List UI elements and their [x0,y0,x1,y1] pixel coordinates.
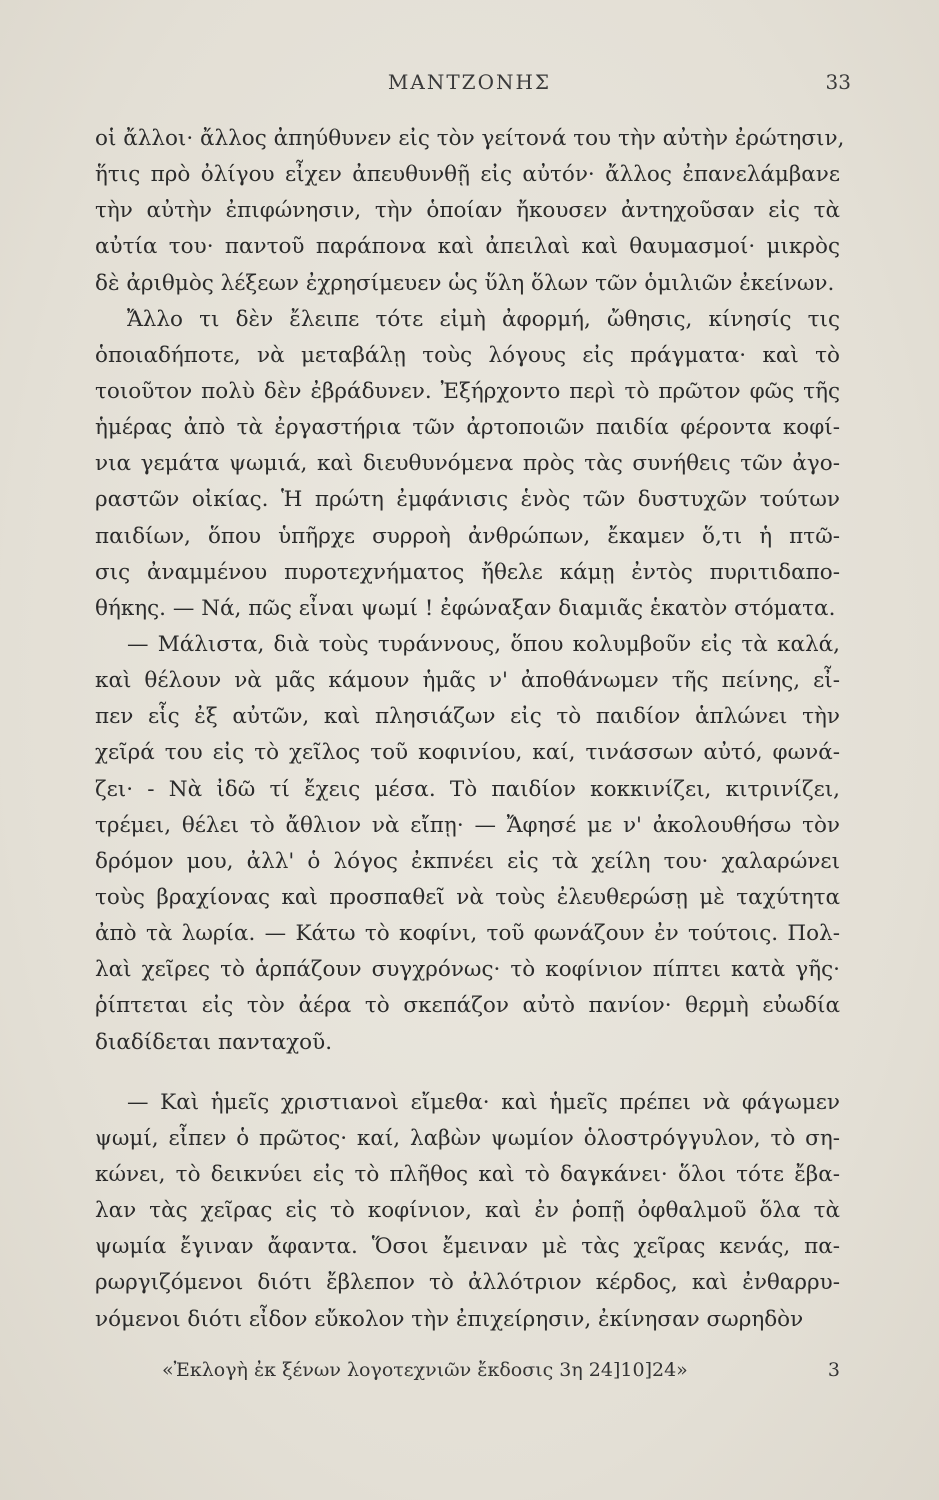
text-line: παιδίων, ὅπου ὑπῆρχε συρροὴ ἀνθρώπων, ἔκαμεν ὅ,τι ἡ πτῶ- [95,523,840,549]
text-line: — Καὶ ἡμεῖς χριστιανοὶ εἴμεθα· καὶ ἡμεῖς πρέπει νὰ φάγωμεν [127,1089,840,1115]
text-line: λαν τὰς χεῖρας εἰς τὸ κοφίνιον, καὶ ἐν ῥοπῇ ὀφθαλμοῦ ὅλα τὰ [95,1198,840,1224]
running-title: ΜΑΝΤΖΟΝΗΣ [387,70,552,94]
text-line: δὲ ἀριθμὸς λέξεων ἐχρησίμευεν ὡς ὕλη ὅλων τῶν ὁμιλιῶν ἐκείνων. [95,270,835,296]
text-line: ῥίπτεται εἰς τὸν ἀέρα τὸ σκεπάζον αὐτὸ πανίον· θερμὴ εὐωδία [95,993,840,1019]
text-line: νια γεμάτα ψωμιά, καὶ διευθυνόμενα πρὸς τὰς συνήθεις τῶν ἀγο- [95,451,840,477]
text-line: νόμενοι διότι εἶδον εὔκολον τὴν ἐπιχείρησιν, ἐκίνησαν σωρηδὸν [95,1306,804,1332]
footer [162,1359,840,1395]
footer-edition-note: «Ἐκλογὴ ἐκ ξένων λογοτεχνιῶν ἔκδοσις 3η 24]10]24» [162,1359,688,1381]
text-line: τοιοῦτον πολὺ δὲν ἐβράδυνεν. Ἐξήρχοντο περὶ τὸ πρῶτον φῶς τῆς [95,378,840,404]
text-line: χεῖρά του εἰς τὸ χεῖλος τοῦ κοφινίου, καί, τινάσσων αὐτό, φωνά- [95,740,840,766]
text-line: κώνει, τὸ δεικνύει εἰς τὸ πλῆθος καὶ τὸ δαγκάνει· ὅλοι τότε ἔβα- [95,1161,840,1187]
text-line: θήκης. — Νά, πῶς εἶναι ψωμί ! ἐφώναξαν διαμιᾶς ἑκατὸν στόματα. [95,595,836,621]
page-number: 33 [825,70,851,94]
signature-mark: 3 [827,1359,840,1381]
text-line: ὁποιαδήποτε, νὰ μεταβάλῃ τοὺς λόγους εἰς πράγματα· καὶ τὸ [95,342,840,368]
text-line: ἡμέρας ἀπὸ τὰ ἐργαστήρια τῶν ἀρτοποιῶν παιδία φέροντα κοφί- [95,415,840,441]
text-line: σις ἀναμμένου πυροτεχνήματος ἤθελε κάμῃ ἐντὸς πυριτιδαπο- [95,559,840,585]
text-line: ρωργιζόμενοι διότι ἔβλεπον τὸ ἀλλότριον κέρδος, καὶ ἐνθαρρυ- [95,1270,840,1296]
text-line: δρόμον μου, ἀλλ' ὁ λόγος ἐκπνέει εἰς τὰ χείλη του· χαλαρώνει [95,848,840,874]
text-line: αὐτία του· παντοῦ παράπονα καὶ ἀπειλαὶ καὶ θαυμασμοί· μικρὸς [95,234,840,260]
text-line: ραστῶν οἰκίας. Ἡ πρώτη ἐμφάνισις ἑνὸς τῶν δυστυχῶν τούτων [95,487,840,513]
paragraph [95,121,845,302]
paragraph [95,627,840,1061]
text-line: ἥτις πρὸ ὀλίγου εἶχεν ἀπευθυνθῇ εἰς αὐτόν· ἄλλος ἐπανελάμβανε [95,162,840,188]
text-line: — Μάλιστα, διὰ τοὺς τυράννους, ὅπου κολυμβοῦν εἰς τὰ καλά, [127,631,840,657]
text-line: ψωμί, εἶπεν ὁ πρῶτος· καί, λαβὼν ψωμίον ὁλοστρόγγυλον, τὸ ση- [95,1125,840,1151]
text-line: τρέμει, θέλει τὸ ἄθλιον νὰ εἴπῃ· — Ἄφησέ με ν' ἀκολουθήσω τὸν [95,812,840,838]
text-line: ζει· - Νὰ ἰδῶ τί ἔχεις μέσα. Τὸ παιδίον κοκκινίζει, κιτρινίζει, [95,776,840,802]
text-line: ἀπὸ τὰ λωρία. — Κάτω τὸ κοφίνι, τοῦ φωνάζουν ἐν τούτοις. Πολ- [95,921,840,947]
paragraph [95,302,840,627]
text-line: οἱ ἄλλοι· ἄλλος ἀπηύθυνεν εἰς τὸν γείτονά του τὴν αὐτὴν ἐρώτησιν, [95,126,845,151]
text-line: πεν εἷς ἐξ αὐτῶν, καὶ πλησιάζων εἰς τὸ παιδίον ἁπλώνει τὴν [95,704,840,730]
text-line: Ἄλλο τι δὲν ἔλειπε τότε εἰμὴ ἀφορμή, ὤθησις, κίνησίς τις [127,306,840,332]
paragraph-gap [95,1061,840,1085]
text-line: καὶ θέλουν νὰ μᾶς κάμουν ἡμᾶς ν' ἀποθάνωμεν τῆς πείνης, εἶ- [95,668,840,694]
text-line: ψωμία ἔγιναν ἄφαντα. Ὅσοι ἔμειναν μὲ τὰς χεῖρας κενάς, πα- [95,1234,840,1260]
text-line: τὴν αὐτὴν ἐπιφώνησιν, τὴν ὁποίαν ἤκουσεν ἀντηχοῦσαν εἰς τὰ [95,198,840,224]
text-line: λαὶ χεῖρες τὸ ἁρπάζουν συγχρόνως· τὸ κοφίνιον πίπτει κατὰ γῆς· [95,957,840,983]
text-line: διαδίδεται πανταχοῦ. [95,1029,333,1055]
paragraph [95,1085,840,1338]
text-line: τοὺς βραχίονας καὶ προσπαθεῖ νὰ τοὺς ἐλευθερώσῃ μὲ ταχύτητα [95,884,840,910]
body-text [95,121,845,1338]
